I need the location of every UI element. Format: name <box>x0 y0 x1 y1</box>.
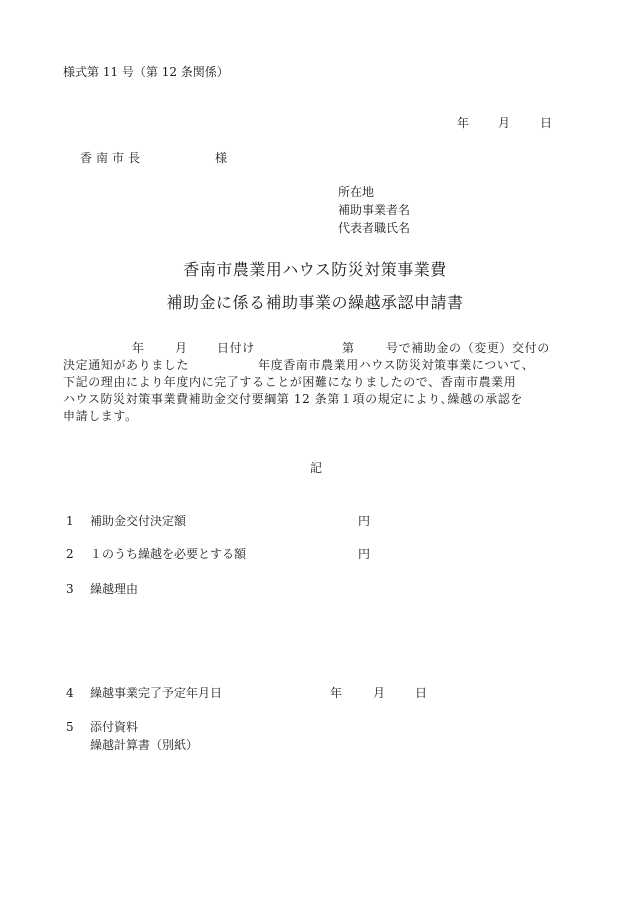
body-number: 第 <box>342 341 355 355</box>
item-4-number: 4 <box>66 686 74 700</box>
item-1-number: 1 <box>66 514 74 528</box>
address-label: 所在地 <box>338 185 375 199</box>
date-day-label: 日 <box>540 116 553 130</box>
item-4-month: 月 <box>373 686 386 700</box>
body-year: 年 <box>132 341 145 355</box>
body-line-2-start: 決定通知がありました <box>63 358 190 372</box>
item-2-unit: 円 <box>358 547 371 561</box>
addressee-name: 香南市長 <box>80 151 145 165</box>
representative-label: 代表者職氏名 <box>338 221 411 235</box>
title-line-2: 補助金に係る補助事業の繰越承認申請書 <box>166 293 464 312</box>
body-line-4: ハウス防災対策事業費補助金交付要綱第 12 条第１項の規定により､繰越の承認を <box>63 392 523 406</box>
form-number: 様式第 11 号（第 12 条関係） <box>63 65 229 79</box>
addressee-honorific: 様 <box>215 151 228 165</box>
item-3-label: 繰越理由 <box>90 582 139 596</box>
item-4-label: 繰越事業完了予定年月日 <box>90 686 223 700</box>
item-4-day: 日 <box>415 686 428 700</box>
body-dated: 日付け <box>217 341 255 355</box>
item-5-attachment: 繰越計算書（別紙） <box>90 738 199 752</box>
date-month-label: 月 <box>498 116 511 130</box>
item-2-number: 2 <box>66 547 74 561</box>
item-5-number: 5 <box>66 720 74 734</box>
body-line-2-end: 年度香南市農業用ハウス防災対策事業について、 <box>258 358 535 372</box>
item-4-year: 年 <box>330 686 343 700</box>
operator-label: 補助事業者名 <box>338 203 411 217</box>
item-3-number: 3 <box>66 582 74 596</box>
body-notice-rest: 号で補助金の（変更）交付の <box>386 341 550 355</box>
item-5-label: 添付資料 <box>90 720 139 734</box>
date-year-label: 年 <box>457 116 470 130</box>
body-line-5: 申請します。 <box>63 409 138 423</box>
item-2-label: １のうち繰越を必要とする額 <box>90 547 247 561</box>
body-line-3: 下記の理由により年度内に完了することが困難になりましたので、香南市農業用 <box>63 375 517 389</box>
item-1-unit: 円 <box>358 514 371 528</box>
body-month: 月 <box>175 341 188 355</box>
item-1-label: 補助金交付決定額 <box>90 514 187 528</box>
ki-marker: 記 <box>310 461 323 475</box>
title-line-1: 香南市農業用ハウス防災対策事業費 <box>183 260 447 279</box>
